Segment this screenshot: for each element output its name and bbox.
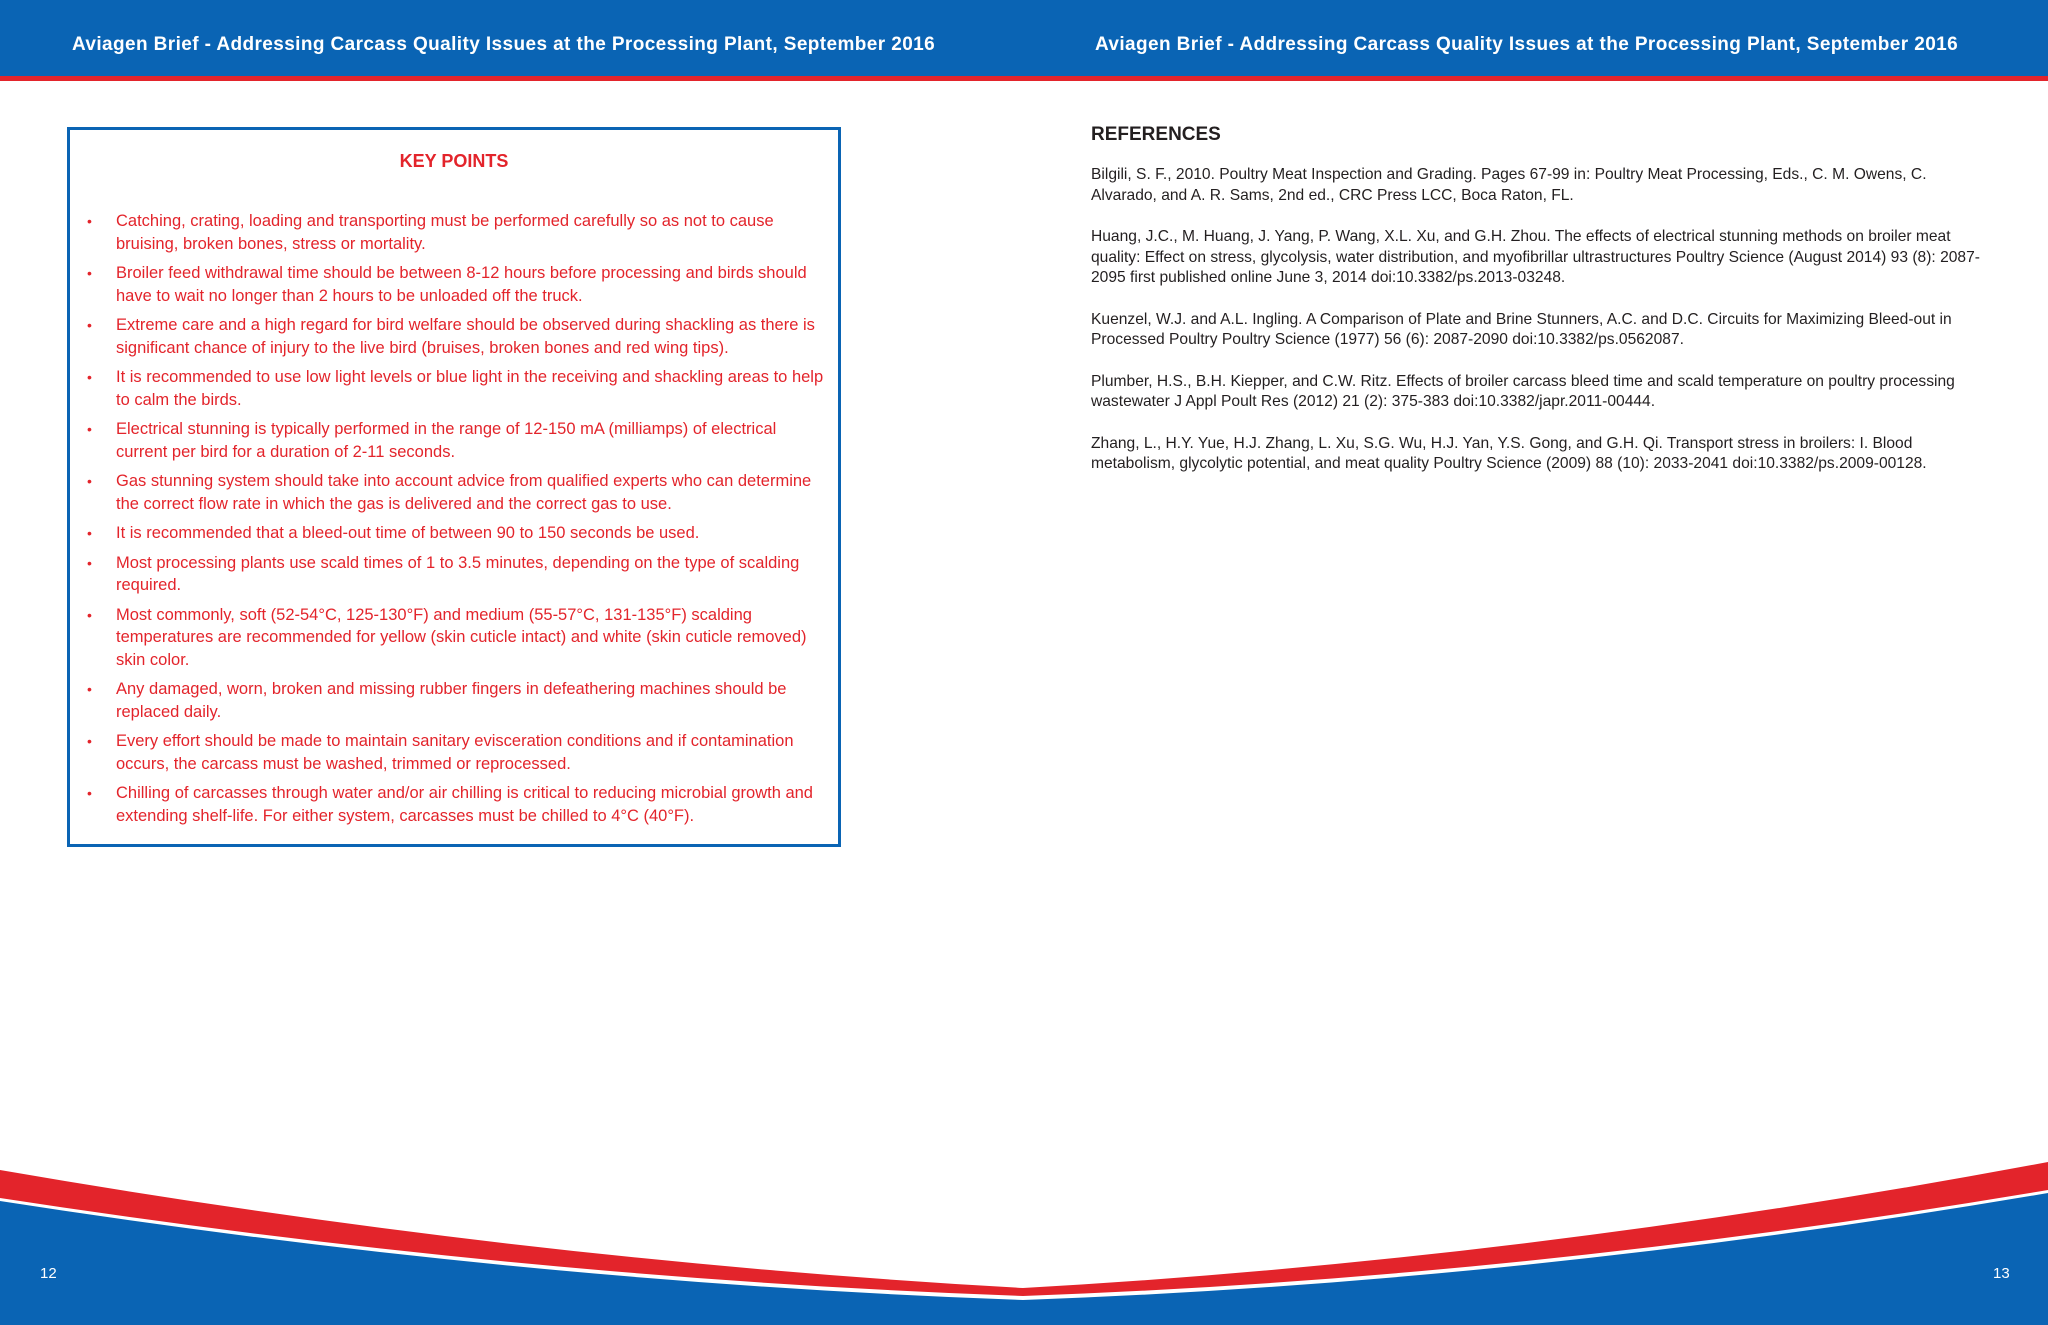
bullet-icon: • — [87, 785, 92, 801]
header-title-left: Aviagen Brief - Addressing Carcass Quality Issues at the Processing Plant, September 2016 — [72, 34, 936, 55]
bullet-icon: • — [87, 554, 92, 571]
key-point-text: Any damaged, worn, broken and missing rubber fingers in defeathering machines should be replaced daily. — [116, 680, 787, 721]
key-point-text: Every effort should be made to maintain sanitary evisceration conditions and if contamination occurs, the carcass must be washed, trimmed or reprocessed. — [116, 732, 794, 773]
bullet-icon: • — [87, 369, 92, 385]
bullet-icon: • — [87, 317, 92, 333]
bullet-icon: • — [87, 681, 92, 697]
page-number-left: 12 — [40, 1265, 57, 1282]
bullet-icon: • — [87, 265, 92, 281]
bullet-icon: • — [87, 606, 92, 623]
reference-item: Plumber, H.S., B.H. Kiepper, and C.W. Ritz. Effects of broiler carcass bleed time and scald temperature on poultry processing wastewater J Appl Poult Res (2012) 21 (2): 375-383 doi:10.3382/japr.2011-00444. — [1091, 372, 1955, 410]
bullet-icon: • — [87, 473, 92, 489]
bullet-icon: • — [87, 733, 92, 749]
reference-item: Zhang, L., H.Y. Yue, H.J. Zhang, L. Xu, S.G. Wu, H.J. Yan, Y.S. Gong, and G.H. Qi. Transport stress in broilers: I. Blood metabolism, glycolytic potential, and meat quality Poultry Science (2009) 88 (10): 2033-2041 doi:10.3382/ps.2009-00128. — [1091, 434, 1927, 472]
bullet-icon: • — [87, 213, 92, 229]
key-point-text: Catching, crating, loading and transporting must be performed carefully so as not to cause bruising, broken bones, stress or mortality. — [116, 212, 774, 253]
key-point-text: Gas stunning system should take into account advice from qualified experts who can determine the correct flow rate in which the gas is delivered and the correct gas to use. — [116, 472, 812, 513]
reference-item: Huang, J.C., M. Huang, J. Yang, P. Wang, X.L. Xu, and G.H. Zhou. The effects of electrical stunning methods on broiler meat quality: Effect on stress, glycolysis, water distribution, and myofibrillar ultrastructures Poultry Science (August 2014) 93 (8): 2087-2095 first published online June 3, 2014 doi:10.3382/ps.2013-03248. — [1091, 228, 1980, 286]
key-point-text: Broiler feed withdrawal time should be between 8-12 hours before processing and birds should have to wait no longer than 2 hours to be unloaded off the truck. — [116, 264, 807, 305]
bullet-icon: • — [87, 421, 92, 437]
key-point-text: Most commonly, soft (52-54°C, 125-130°F) and medium (55-57°C, 131-135°F) scalding temperatures are recommended for yellow (skin cuticle intact) and white (skin cuticle removed) skin color. — [116, 605, 807, 669]
key-point-text: It is recommended to use low light levels or blue light in the receiving and shackling areas to help to calm the birds. — [116, 368, 824, 409]
footer-blue-band — [0, 1193, 2048, 1325]
reference-item: Kuenzel, W.J. and A.L. Ingling. A Comparison of Plate and Brine Stunners, A.C. and D.C. Circuits for Maximizing Bleed-out in Processed Poultry Poultry Science (1977) 56 (6): 2087-2090 doi:10.3382/ps.0562087. — [1091, 310, 1952, 348]
key-point-text: Electrical stunning is typically performed in the range of 12-150 mA (milliamps) of electrical current per bird for a duration of 2-11 seconds. — [116, 420, 777, 461]
key-points-title: KEY POINTS — [399, 151, 509, 171]
reference-item: Bilgili, S. F., 2010. Poultry Meat Inspection and Grading. Pages 67-99 in: Poultry Meat Processing, Eds., C. M. Owens, C. Alvarado, and A. R. Sams, 2nd ed., CRC Press LCC, Boca Raton, FL. — [1091, 166, 1927, 204]
page-number-right: 13 — [1993, 1265, 2010, 1282]
key-point-text: It is recommended that a bleed-out time of between 90 to 150 seconds be used. — [116, 524, 700, 542]
references-heading: REFERENCES — [1091, 124, 1221, 145]
key-point-text: Extreme care and a high regard for bird welfare should be observed during shackling as there is significant chance of injury to the live bird (bruises, broken bones and red wing tips). — [116, 316, 815, 357]
key-point-text: Most processing plants use scald times of 1 to 3.5 minutes, depending on the type of scalding required. — [116, 553, 800, 594]
header-title-right: Aviagen Brief - Addressing Carcass Quality Issues at the Processing Plant, September 2016 — [1095, 34, 1959, 55]
bullet-icon: • — [87, 525, 92, 541]
key-point-text: Chilling of carcasses through water and/or air chilling is critical to reducing microbial growth and extending shelf-life. For either system, carcasses must be chilled to 4°C (40°F). — [116, 784, 813, 825]
